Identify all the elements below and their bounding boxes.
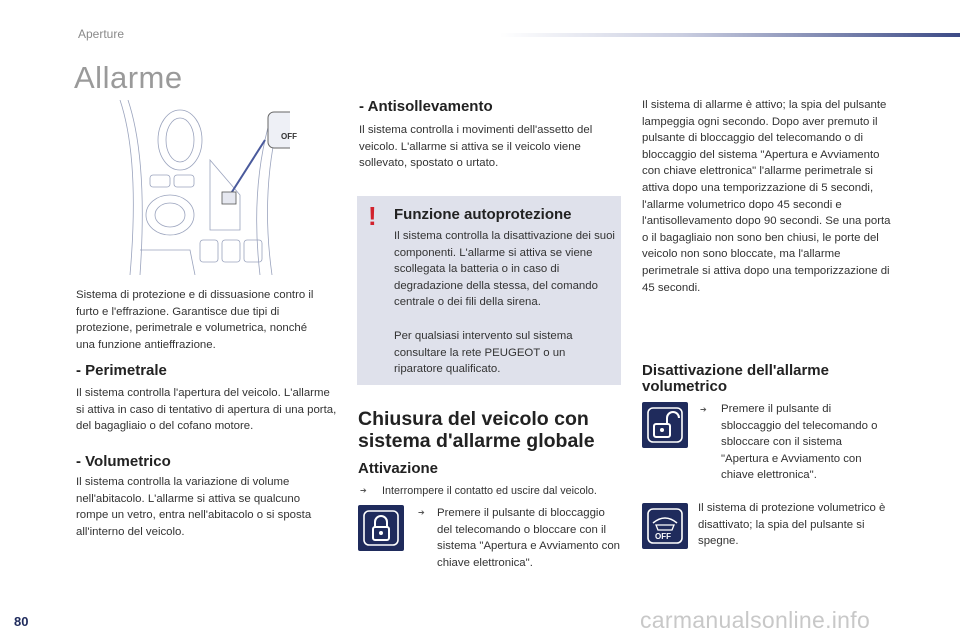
volumetrico-text: Il sistema controlla la variazione di volume nell'abitacolo. L'allarme si attiva se qualcuno rompe un vetro, entra nell'abitacolo o si sposta all'interno del veicolo.: [76, 476, 312, 538]
page-number: 80: [14, 614, 29, 629]
header-rule: [500, 33, 960, 37]
off-label: OFF: [655, 532, 671, 541]
alarm-off-button-icon: [642, 503, 688, 549]
page-title: Allarme: [74, 60, 183, 95]
volumetrico-heading: - Volumetrico: [76, 453, 171, 470]
bullet-icon: ➔: [360, 486, 367, 495]
bullet-icon: ➔: [418, 508, 425, 517]
disattivazione-text: Il sistema di protezione volumetrico è disattivato; la spia del pulsante si spegne.: [698, 502, 886, 548]
intro-text: Sistema di protezione e di dissuasione contro il furto e l'effrazione. Garantisce due tipi di protezione, perimetrale e volumetrica, nonché una funzione antieffrazione.: [76, 289, 314, 351]
antisollevamento-text: Il sistema controlla i movimenti dell'assetto del veicolo. L'allarme si attiva se il veicolo viene sollevato, spostato o urtato.: [359, 124, 593, 170]
perimetrale-text: Il sistema controlla l'apertura del veicolo. L'allarme si attiva in caso di tentativo di apertura di una porta, del bagagliaio o del cofano motore.: [76, 387, 337, 433]
unlock-button-icon: [642, 402, 688, 448]
bullet-icon: ➔: [700, 405, 707, 414]
attivazione-step-2: Premere il pulsante di bloccaggio del telecomando o bloccare con il sistema "Apertura e Avviamento con chiave elettronica".: [437, 507, 621, 569]
console-illustration: [110, 100, 297, 275]
section-label: Aperture: [78, 27, 125, 41]
autoprotezione-text-1: Il sistema controlla la disattivazione dei suoi componenti. L'allarme si attiva se viene scollegata la batteria o in caso di degradazione della stessa, del comando centrale o dei fili della sirena.: [394, 230, 615, 309]
autoprotezione-heading: Funzione autoprotezione: [394, 206, 572, 223]
perimetrale-heading: - Perimetrale: [76, 362, 167, 379]
autoprotezione-text-2: Per qualsiasi intervento sul sistema consultare la rete PEUGEOT o un riparatore qualificato.: [394, 330, 573, 376]
antisollevamento-heading: - Antisollevamento: [359, 98, 493, 115]
warning-icon: !: [368, 201, 377, 231]
attivazione-step-1: Interrompere il contatto ed uscire dal veicolo.: [382, 485, 597, 497]
disattivazione-step-1: Premere il pulsante di sbloccaggio del telecomando o sbloccare con il sistema "Apertura e Avviamento con chiave elettronica".: [721, 403, 878, 482]
watermark: carmanualsonline.info: [640, 607, 871, 633]
chiusura-heading: Chiusura del veicolo con sistema d'allarme globale: [358, 408, 595, 452]
disattivazione-heading: Disattivazione dell'allarme volumetrico: [642, 362, 829, 395]
right-column-text: Il sistema di allarme è attivo; la spia del pulsante lampeggia ogni secondo. Dopo aver premuto il pulsante di bloccaggio del telecomando o di bloccaggio del sistema "Apertura e Avviamento con chiave elettronica" l'allarme perimetrale si attiva dopo una temporizzazione di 5 secondi, l'allarme volumetrico dopo 45 secondi e l'antisollevamento dopo 90 secondi. Se una porta o il bagagliaio non sono ben chiusi, le porte del veicolo non sono bloccate, ma l'allarme perimetrale si attiva dopo una temporizzazione di 45 secondi.: [642, 99, 891, 294]
alarm-button-closeup-label: OFF: [281, 132, 297, 141]
attivazione-heading: Attivazione: [358, 460, 439, 477]
lock-button-icon: [358, 505, 404, 551]
